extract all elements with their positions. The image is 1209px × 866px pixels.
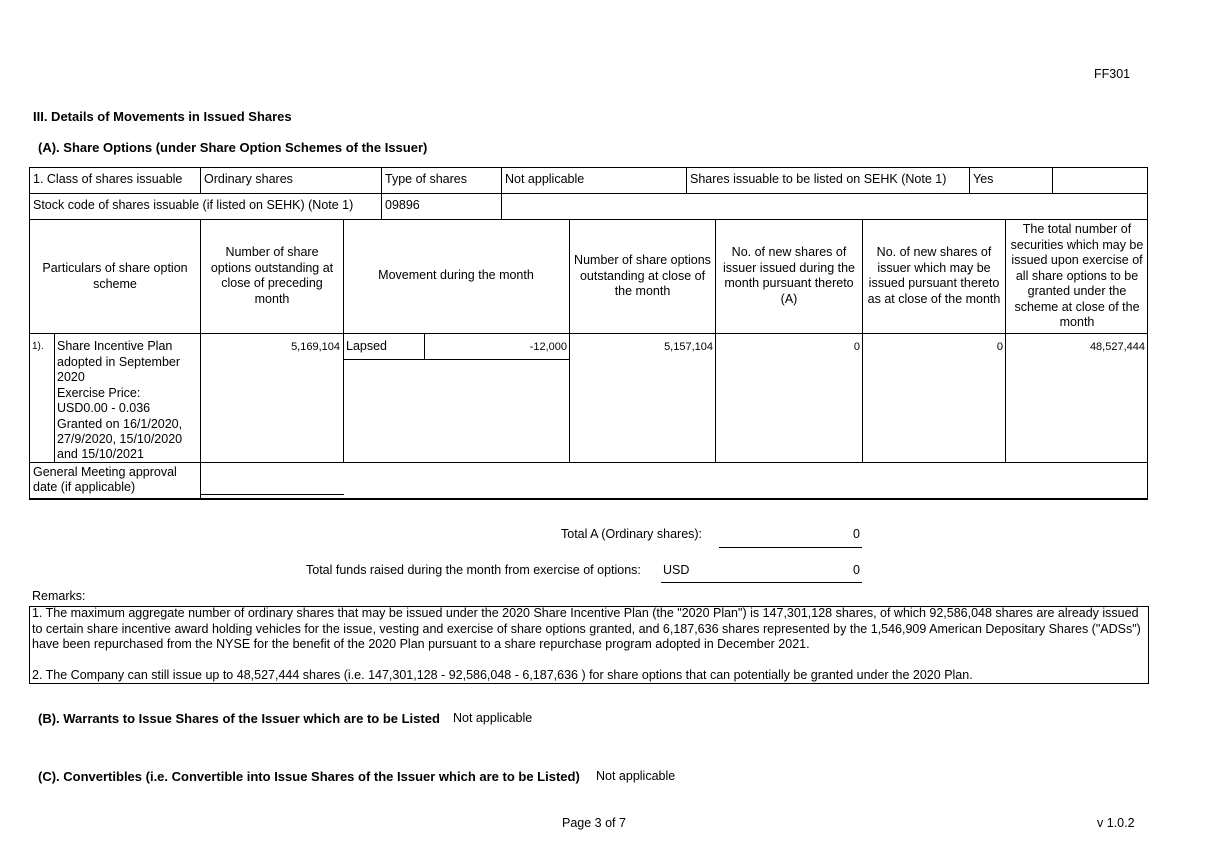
total-securities-value: 48,527,444	[1089, 341, 1145, 353]
type-value: Not applicable	[505, 172, 585, 186]
remarks-label: Remarks:	[32, 589, 86, 603]
total-funds-label: Total funds raised during the month from exercise of options:	[306, 563, 641, 577]
header-movement: Movement during the month	[378, 268, 534, 282]
sehk-label: Shares issuable to be listed on SEHK (Note 1)	[690, 172, 947, 186]
total-a-label: Total A (Ordinary shares):	[561, 527, 703, 541]
section-title: III. Details of Movements in Issued Shares	[33, 109, 292, 124]
total-funds-currency: USD	[663, 563, 690, 577]
form-code: FF301	[1094, 67, 1131, 81]
stock-code-label: Stock code of shares issuable (if listed on SEHK) (Note 1)	[33, 198, 354, 212]
header-outstanding-close: Number of share options outstanding at close of the month	[574, 253, 711, 298]
class-label: 1. Class of shares issuable	[33, 172, 183, 186]
subsection-a-title: (A). Share Options (under Share Option Schemes of the Issuer)	[38, 140, 428, 155]
new-issued-value: 0	[853, 341, 860, 353]
section-c-value: Not applicable	[596, 769, 676, 783]
sehk-value: Yes	[973, 172, 994, 186]
version: v 1.0.2	[1097, 816, 1135, 830]
total-funds-value: 0	[853, 563, 860, 577]
movement-value: -12,000	[529, 341, 567, 353]
stock-code-value: 09896	[385, 198, 420, 212]
header-particulars: Particulars of share option scheme	[42, 261, 188, 291]
header-new-issued: No. of new shares of issuer issued during the month pursuant thereto (A)	[722, 245, 856, 306]
type-label: Type of shares	[385, 172, 467, 186]
may-issue-value: 0	[996, 341, 1003, 353]
gm-approval-label-1: General Meeting approval	[33, 465, 177, 479]
section-b-value: Not applicable	[453, 711, 533, 725]
row-index: 1).	[32, 341, 44, 352]
movement-type: Lapsed	[346, 339, 388, 353]
header-outstanding-prev: Number of share options outstanding at close of preceding month	[210, 245, 334, 306]
outstanding-close-value: 5,157,104	[664, 341, 713, 353]
page-number: Page 3 of 7	[562, 816, 626, 830]
remark-2: 2. The Company can still issue up to 48,527,444 shares (i.e. 147,301,128 - 92,586,048 - 6,187,636 ) for share options that can potentially be granted under the 2020 Plan.	[32, 668, 973, 682]
gm-approval-date-line	[200, 494, 344, 495]
header-may-issue: No. of new shares of issuer which may be issued pursuant thereto as at close of the month	[867, 245, 1001, 306]
header-total-securities: The total number of securities which may be issued upon exercise of all share options to be granted under the scheme at close of the month	[1010, 222, 1144, 329]
section-b-title: (B). Warrants to Issue Shares of the Issuer which are to be Listed	[38, 711, 440, 726]
section-c-title: (C). Convertibles (i.e. Convertible into Issue Shares of the Issuer which are to be Listed)	[38, 769, 580, 784]
gm-approval-label-2: date (if applicable)	[33, 480, 136, 494]
remark-1: 1. The maximum aggregate number of ordinary shares that may be issued under the 2020 Share Incentive Plan (the "2020 Plan") is 147,301,128 shares, of which 92,586,048 shares are already issued to certain share incentive award holding vehicles for the issue, vesting and exercise of share options granted, and 6,187,636 shares represented by the 1,546,909 American Depositary Shares ("ADSs") have been repurchased from the NYSE for the benefit of the 2020 Plan pursuant to a share repurchase program adopted in December 2021.	[32, 606, 1141, 651]
total-a-value: 0	[853, 527, 860, 541]
outstanding-prev-value: 5,169,104	[291, 341, 340, 353]
class-value: Ordinary shares	[204, 172, 293, 186]
